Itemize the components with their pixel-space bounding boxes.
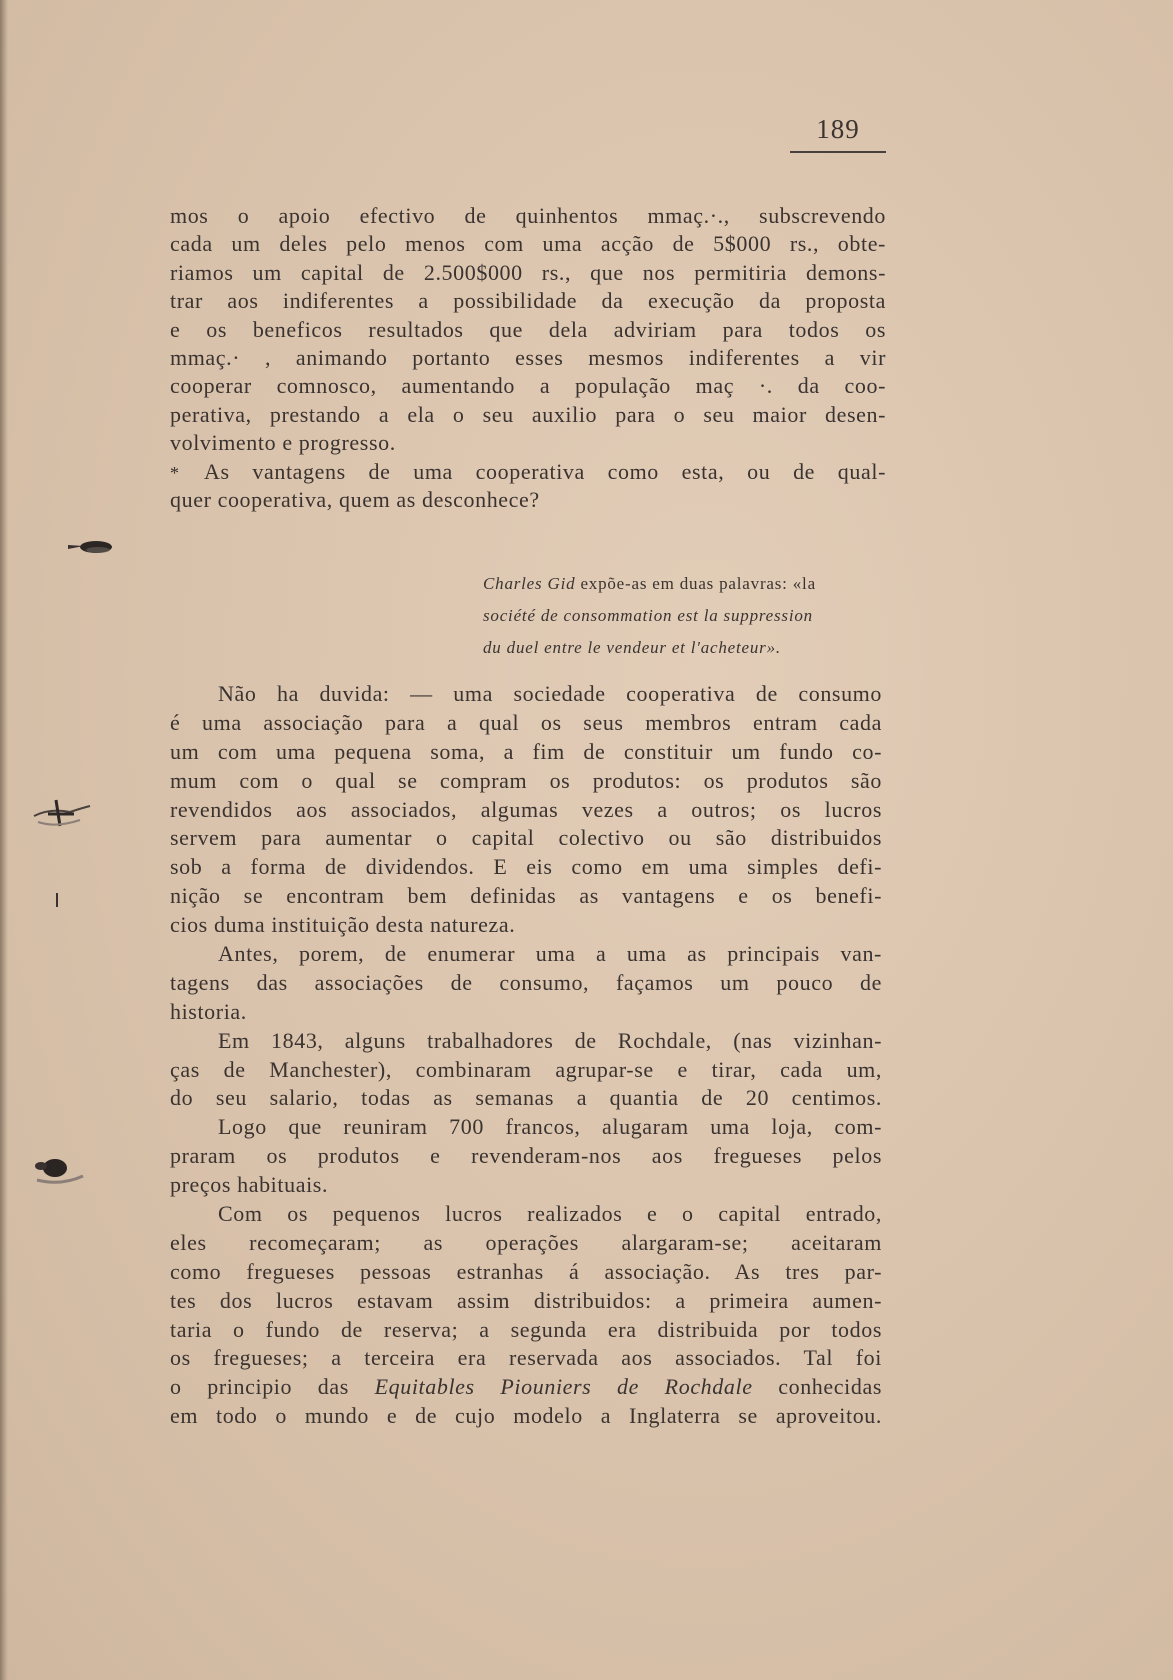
small-ink-mark [52, 892, 62, 908]
text-line: e os beneficos resultados que dela adviriam para todos os [170, 316, 886, 342]
text-line: volvimento e progresso. [170, 430, 396, 456]
text-segment: conhecidas [752, 1374, 882, 1400]
text-line: eles recomeçaram; as operações alargaram-se; aceitaram [170, 1229, 882, 1255]
text-line: nição se encontram bem definidas as vantagens e os benefi- [170, 883, 882, 909]
text-line: cooperar comnosco, aumentando a população maç ·. da coo- [170, 373, 886, 399]
block-quote [483, 568, 883, 664]
text-line: em todo o mundo e de cujo modelo a Inglaterra se aproveitou. [170, 1403, 882, 1429]
italic-name: Equitables Piouniers de Rochdale [374, 1374, 753, 1400]
text-line: taria o fundo de reserva; a segunda era distribuida por todos [170, 1316, 882, 1342]
text-line: ças de Manchester), combinaram agrupar-se e tirar, cada um, [170, 1056, 882, 1082]
text-line: Com os pequenos lucros realizados e o capital entrado, [218, 1201, 882, 1227]
text-line: cada um deles pelo menos com uma acção de 5$000 rs., obte- [170, 231, 886, 257]
main-text [170, 680, 882, 1431]
paragraph-continued [170, 202, 886, 514]
cross-blot-mark [30, 794, 94, 830]
text-line-content: As vantagens de uma cooperativa como esta, ou de qual- [204, 458, 886, 484]
text-line: trar aos indiferentes a possibilidade da execução da proposta [170, 288, 886, 314]
quote-line: du duel entre le vendeur et l'acheteur». [483, 638, 781, 657]
text-line: mmaç.· , animando portanto esses mesmos indiferentes a vir [170, 344, 886, 370]
text-line: Logo que reuniram 700 francos, alugaram uma loja, com- [218, 1114, 882, 1140]
text-line: servem para aumentar o capital colectivo ou são distribuidos [170, 825, 882, 851]
text-line: revendidos aos associados, algumas vezes a outros; os lucros [170, 796, 882, 822]
reference-mark: * [170, 462, 180, 483]
ink-blot-mark [66, 536, 118, 558]
text-line: praram os produtos e revenderam-nos aos fregueses pelos [170, 1143, 882, 1169]
page-number: 189 [790, 114, 886, 153]
quote-line [483, 568, 883, 600]
text-line: é uma associação para a qual os seus membros entram cada [170, 709, 882, 735]
text-line: mos o apoio efectivo de quinhentos mmaç.·., subscrevendo [170, 203, 886, 228]
ink-blot-mark [27, 1150, 87, 1186]
text-line: sob a forma de dividendos. E eis como em uma simples defi- [170, 854, 882, 880]
text-line: um com uma pequena soma, a fim de constituir um fundo co- [170, 738, 882, 764]
text-line [170, 1373, 882, 1402]
text-line: os fregueses; a terceira era reservada aos associados. Tal foi [170, 1345, 882, 1371]
text-line: cios duma instituição desta natureza. [170, 912, 516, 938]
text-line: Antes, porem, de enumerar uma a uma as principais van- [218, 941, 882, 967]
quote-text: expõe-as em duas palavras: «la [575, 574, 816, 593]
text-line: perativa, prestando a ela o seu auxilio para o seu maior desen- [170, 401, 886, 427]
text-line: Em 1843, alguns trabalhadores de Rochdale, (nas vizinhan- [218, 1027, 882, 1053]
quote-line: société de consommation est la suppression [483, 606, 813, 625]
text-line: historia. [170, 998, 247, 1024]
text-line: riamos um capital de 2.500$000 rs., que nos permitiria demons- [170, 259, 886, 285]
quote-author: Charles Gid [483, 574, 576, 593]
text-line: quer cooperativa, quem as desconhece? [170, 486, 540, 512]
text-line: mum com o qual se compram os produtos: os produtos são [170, 767, 882, 793]
page-left-edge [0, 0, 8, 1680]
text-line: Não ha duvida: — uma sociedade cooperativa de consumo [218, 681, 882, 706]
text-line: como fregueses pessoas estranhas á associação. As tres par- [170, 1258, 882, 1284]
text-line: do seu salario, todas as semanas a quantia de 20 centimos. [170, 1085, 882, 1111]
text-line: tes dos lucros estavam assim distribuidos: a primeira aumen- [170, 1287, 882, 1313]
text-line [170, 458, 886, 486]
text-segment: o principio das [170, 1374, 375, 1400]
text-line: preços habituais. [170, 1172, 329, 1198]
text-line: tagens das associações de consumo, façamos um pouco de [170, 969, 882, 995]
